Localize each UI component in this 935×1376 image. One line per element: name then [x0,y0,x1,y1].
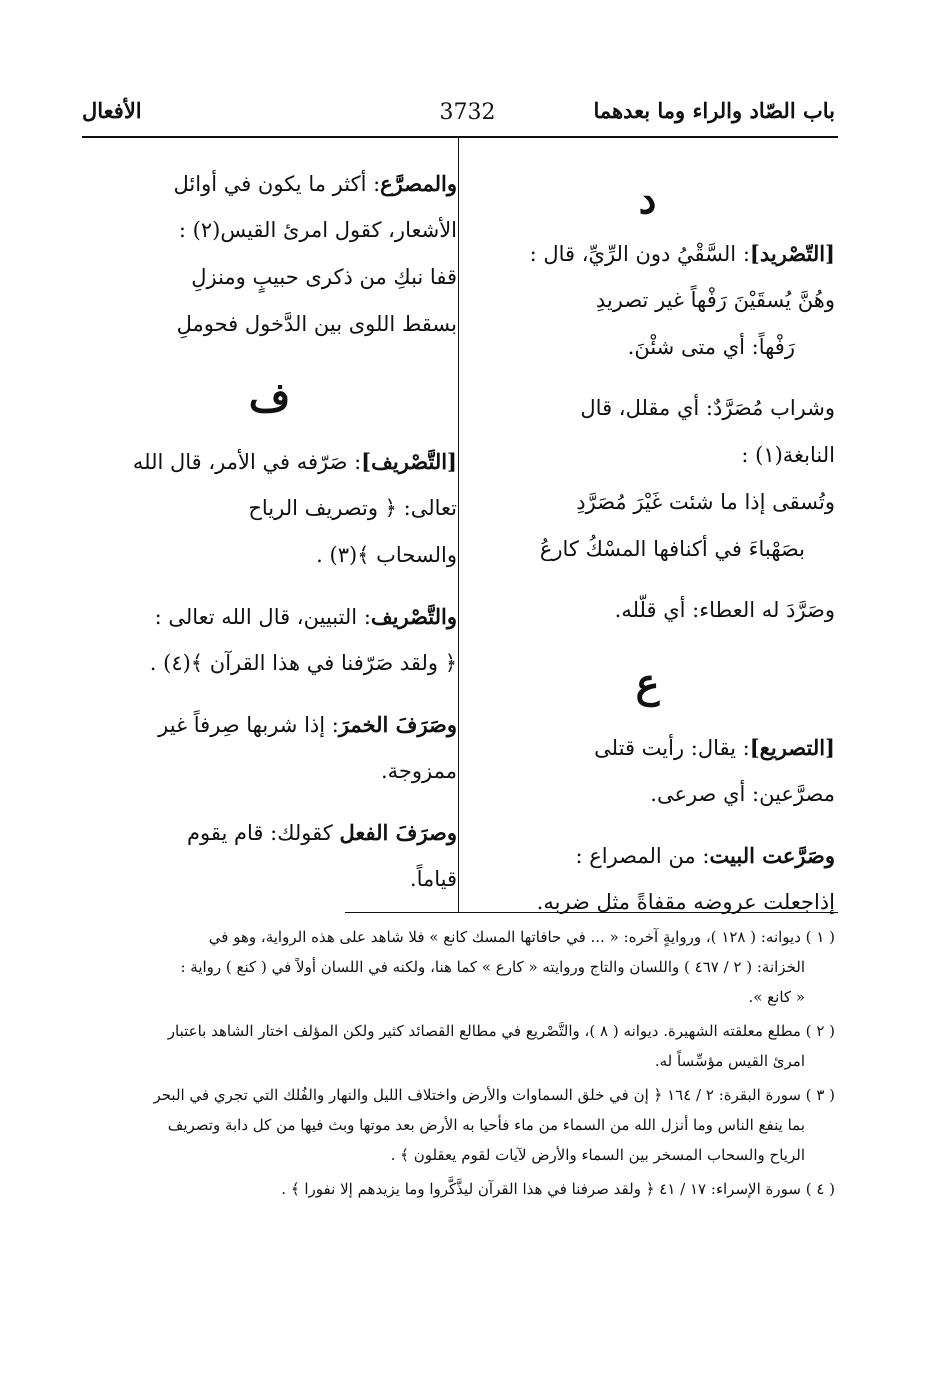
footnote-rule [345,912,838,913]
entry-term: والمصرَّع [380,171,457,196]
entry-line: الأشعار، كقول امرئ القيس(٢) : [178,218,457,242]
entry-term: وصرَفَ الفعل [339,820,457,845]
header-rule [82,136,838,138]
entry-line: رَفْهاً: أي متى شئْنَ. [627,335,795,359]
verse-line: بصَهْباءَ في أكنافها المسْكُ كارعُ [539,537,805,561]
right-column [460,150,835,926]
verse-line: وهُنَّ يُسقَيْنَ رَفْهاً غير تصريدِ [595,288,835,312]
entry-line: ممزوجة. [380,759,457,783]
letter-heading-ain: ع [635,660,660,707]
footnote-3-cont: بما ينفع الناس وما أنزل الله من السماء من ماء فأحيا به الأرض بعد موتها وبث فيها من كل دابة وتصريف [167,1116,805,1134]
verse-line: وتُسقى إذا ما شئت غَيْرَ مُصَرَّدِ [576,490,835,514]
entry-term: والتَّصْريف [370,604,457,629]
left-column [82,150,457,903]
letter-heading-dal: د [638,176,657,223]
footnote-1-cont: « كانع ». [748,988,805,1006]
entry-term: وصَرَّعت البيت [709,843,835,868]
entry-line: والتَّصْريف: التبيين، قال الله تعالى : [154,604,457,629]
entry-term: [التّصْريد] [749,241,835,266]
column-divider [458,137,459,912]
entry-line: وصَرَّعت البيت: من المصراع : [575,843,835,868]
running-header-chapter: باب الصّاد والراء وما بعدهما [593,98,835,123]
entry-term: وصَرَفَ الخمرَ [338,712,457,737]
entry-line: إذاجعلت عروضه مقفاةً مثل ضربه. [536,890,835,914]
entry-line: ﴿ ولقد صَرّفنا في هذا القرآن ﴾(٤) . [149,651,457,675]
entry-line: وصرَفَ الفعل كقولك: قام يقوم [187,820,457,845]
footnote-1-cont: الخزانة: ( ٢ / ٤٦٧ ) واللسان والتاج وروايته « كارع » كما هنا، ولكنه في اللسان أولاً في ( كنع ) رواية : [180,958,805,976]
footnotes [79,922,835,1204]
entry-term: [التَّصْريف] [361,449,457,474]
footnote-1: ( ١ ) ديوانه: ( ١٢٨ )، وروايةٍ آخره: « ... في حافاتها المسك كانع » فلا شاهد على هذه الرواية، وهو في [208,928,835,946]
entry-term: [التصريع] [749,735,835,760]
footnote-2: ( ٢ ) مطلع معلقته الشهيرة. ديوانه ( ٨ )، والتَّصْريع في مطالع القصائد كثير ولكن المؤلف اختار الشاهد باعتبار [167,1022,835,1040]
entry-line: مصرَّعين: أي صرعى. [650,782,835,806]
verse-line: قفا نبكِ من ذكرى حبيبٍ ومنزلِ [191,265,457,289]
entry-line: والسحاب ﴾(٣) . [316,543,457,567]
verse-line: بسقط اللوى بين الدَّخول فحوملِ [176,312,457,336]
footnote-4: ( ٤ ) سورة الإسراء: ١٧ / ٤١ ﴿ ولقد صرفنا في هذا القرآن ليذَّكَّروا وما يزيدهم إلا نفورا ﴾ . [281,1180,835,1198]
entry-line: قياماً. [409,867,457,891]
entry-line: وشراب مُصَرَّدٌ: أي مقلل، قال [580,396,835,420]
footnote-2-cont: امرئ القيس مؤسِّساً له. [654,1052,805,1070]
entry-line: [التصريع]: يقال: رأيت قتلى [594,735,835,760]
footnote-3: ( ٣ ) سورة البقرة: ٢ / ١٦٤ ﴿ إن في خلق السماوات والأرض واختلاف الليل والنهار والفُلك التي تجري في البحر [153,1086,835,1104]
footnote-3-cont: الرياح والسحاب المسخر بين السماء والأرض لآيات لقوم يعقلون ﴾ . [390,1146,805,1164]
entry-line: وصَرَفَ الخمرَ: إذا شربها صِرفاً غير [158,712,457,737]
running-header-section: الأفعال [82,98,142,123]
entry-line: وصَرَّدَ له العطاء: أي قلّله. [614,598,835,622]
entry-line: النابغة(١) : [741,443,835,467]
entry-line: [التّصْريد]: السَّقْيُ دون الرِّيِّ، قال : [529,241,835,266]
entry-line: والمصرَّع: أكثر ما يكون في أوائل [173,171,457,196]
entry-line: [التَّصْريف]: صَرّفه في الأمر، قال الله [132,449,457,474]
page-number: 3732 [439,100,496,125]
entry-line: تعالى: ﴿ وتصريف الرياح [248,496,457,520]
letter-heading-fa: ف [248,374,291,421]
